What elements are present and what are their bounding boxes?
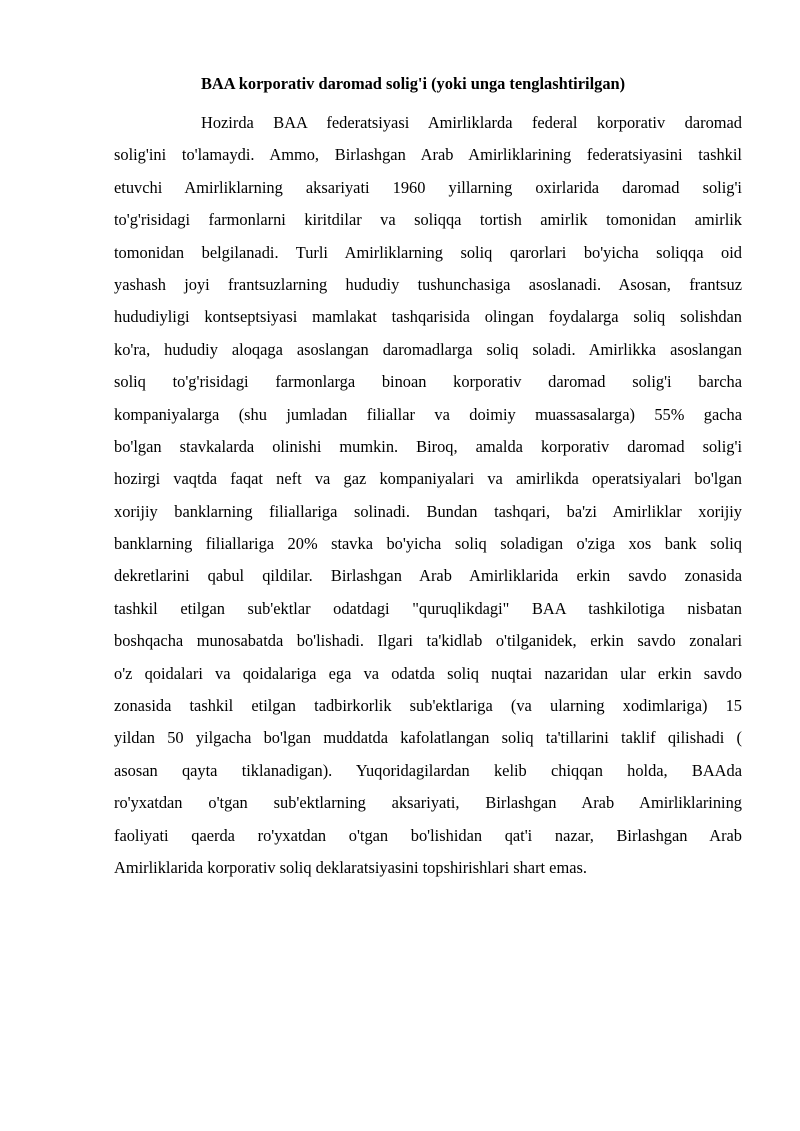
paragraph-line: kompaniyalarga (shu jumladan filiallar va doimiy muassasalarga) 55% gacha [114, 404, 742, 424]
paragraph-line: hududiyligi kontseptsiyasi mamlakat tashqarisida olingan foydalarga soliq solishdan [114, 307, 742, 327]
paragraph-line: hozirgi vaqtda faqat neft va gaz kompaniyalari va amirlikda operatsiyalari bo'lgan [114, 469, 742, 489]
paragraph-line: to'g'risidagi farmonlarni kiritdilar va soliqqa tortish amirlik tomonidan amirlik [114, 210, 742, 230]
paragraph-line: dekretlarini qabul qildilar. Birlashgan Arab Amirliklarida erkin savdo zonasida [114, 566, 742, 586]
paragraph-line: ro'yxatdan o'tgan sub'ektlarning aksariyati, Birlashgan Arab Amirliklarining [114, 793, 742, 813]
paragraph-line: tashkil etilgan sub'ektlar odatdagi "quruqlikdagi" BAA tashkilotiga nisbatan [114, 598, 742, 618]
paragraph-line: ko'ra, hududiy aloqaga asoslangan daromadlarga soliq soladi. Amirlikka asoslangan [114, 339, 742, 359]
paragraph-line: Hozirda BAA federatsiyasi Amirliklarda federal korporativ daromad [201, 113, 742, 132]
paragraph-line: faoliyati qaerda ro'yxatdan o'tgan bo'lishidan qat'i nazar, Birlashgan Arab [114, 825, 742, 845]
paragraph-line: solig'ini to'lamaydi. Ammo, Birlashgan Arab Amirliklarining federatsiyasini tashkil [114, 145, 742, 165]
paragraph-line: tomonidan belgilanadi. Turli Amirliklarning soliq qarorlari bo'yicha soliqqa oid [114, 242, 742, 262]
paragraph-line: xorijiy banklarning filiallariga solinadi. Bundan tashqari, ba'zi Amirliklar xorijiy [114, 501, 742, 521]
paragraph-line: soliq to'g'risidagi farmonlarga binoan korporativ daromad solig'i barcha [114, 372, 742, 392]
paragraph-line: banklarning filiallariga 20% stavka bo'yicha soliq soladigan o'ziga xos bank soliq [114, 534, 742, 554]
paragraph-line: yildan 50 yilgacha bo'lgan muddatda kafolatlangan soliq ta'tillarini taklif qilishadi ( [114, 728, 742, 748]
section-heading: BAA korporativ daromad solig'i (yoki unga tenglashtirilgan) [201, 74, 626, 93]
paragraph-line: bo'lgan stavkalarda olinishi mumkin. Biroq, amalda korporativ daromad solig'i [114, 436, 742, 456]
paragraph-line: Amirliklarida korporativ soliq deklaratsiyasini topshirishlari shart emas. [114, 857, 587, 877]
paragraph-line: yashash joyi frantsuzlarning hududiy tushunchasiga asoslanadi. Asosan, frantsuz [114, 274, 742, 294]
paragraph-line: asosan qayta tiklanadigan). Yuqoridagilardan kelib chiqqan holda, BAAda [114, 760, 742, 780]
paragraph-line: zonasida tashkil etilgan tadbirkorlik sub'ektlariga (va ularning xodimlariga) 15 [114, 696, 742, 716]
body-paragraph [114, 107, 742, 884]
paragraph-line: etuvchi Amirliklarning aksariyati 1960 yillarning oxirlarida daromad solig'i [114, 177, 742, 197]
paragraph-line: o'z qoidalari va qoidalariga ega va odatda soliq nuqtai nazaridan ular erkin savdo [114, 663, 742, 683]
paragraph-line: boshqacha munosabatda bo'lishadi. Ilgari ta'kidlab o'tilganidek, erkin savdo zonalari [114, 631, 742, 651]
